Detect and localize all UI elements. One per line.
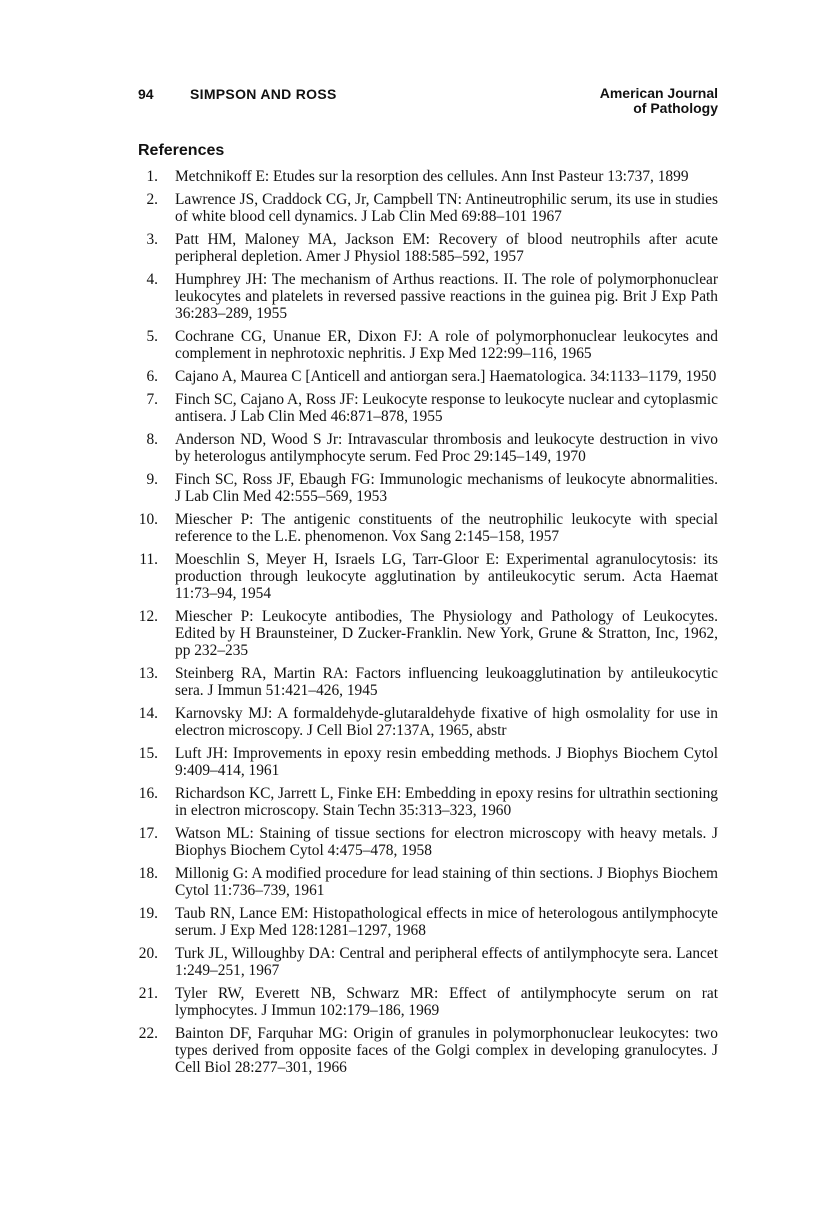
reference-number: 3. — [146, 231, 158, 248]
reference-number: 6. — [146, 368, 158, 385]
reference-item — [138, 905, 718, 939]
page-header — [138, 86, 718, 120]
reference-text: Turk JL, Willoughby DA: Central and peripheral effects of antilymphocyte sera. Lancet 1:249–251, 1967 — [175, 945, 718, 979]
reference-item — [138, 431, 718, 465]
reference-item — [138, 391, 718, 425]
reference-item — [138, 985, 718, 1019]
journal-name-line-1: American Journal — [599, 85, 718, 101]
reference-item — [138, 168, 718, 185]
reference-number: 1. — [146, 168, 158, 185]
running-head-authors: SIMPSON AND ROSS — [190, 86, 337, 102]
reference-text: Finch SC, Ross JF, Ebaugh FG: Immunologic mechanisms of leukocyte abnormalities. J Lab Clin Med 42:555–569, 1953 — [175, 471, 718, 505]
reference-item — [138, 471, 718, 505]
reference-text: Watson ML: Staining of tissue sections for electron microscopy with heavy metals. J Biophys Biochem Cytol 4:475–478, 1958 — [175, 825, 718, 859]
reference-item — [138, 705, 718, 739]
reference-text: Anderson ND, Wood S Jr: Intravascular thrombosis and leukocyte destruction in vivo by heterologus antilymphocyte serum. Fed Proc 29:145–149, 1970 — [175, 431, 718, 465]
reference-text: Miescher P: The antigenic constituents of the neutrophilic leukocyte with special reference to the L.E. phenomenon. Vox Sang 2:145–158, 1957 — [175, 511, 718, 545]
reference-number: 4. — [146, 271, 158, 288]
reference-text: Finch SC, Cajano A, Ross JF: Leukocyte response to leukocyte nuclear and cytoplasmic antisera. J Lab Clin Med 46:871–878, 1955 — [175, 391, 718, 425]
reference-number: 15. — [138, 745, 158, 762]
reference-item — [138, 745, 718, 779]
reference-text: Tyler RW, Everett NB, Schwarz MR: Effect of antilymphocyte serum on rat lymphocytes. J Immun 102:179–186, 1969 — [175, 985, 718, 1019]
reference-number: 21. — [138, 985, 158, 1002]
reference-text: Steinberg RA, Martin RA: Factors influencing leukoagglutination by antileukocytic sera. J Immun 51:421–426, 1945 — [175, 665, 718, 699]
reference-number: 10. — [138, 511, 158, 528]
reference-item — [138, 825, 718, 859]
reference-number: 7. — [146, 391, 158, 408]
reference-item — [138, 1025, 718, 1076]
reference-text: Richardson KC, Jarrett L, Finke EH: Embedding in epoxy resins for ultrathin sectioning in electron microscopy. Stain Techn 35:313–323, 1960 — [175, 785, 718, 819]
reference-number: 18. — [138, 865, 158, 882]
reference-number: 22. — [138, 1025, 158, 1042]
reference-text: Miescher P: Leukocyte antibodies, The Physiology and Pathology of Leukocytes. Edited by H Braunsteiner, D Zucker-Franklin. New York, Grune & Stratton, Inc, 1962, pp 232–235 — [175, 608, 718, 659]
reference-number: 8. — [146, 431, 158, 448]
reference-number: 9. — [146, 471, 158, 488]
reference-number: 11. — [139, 551, 158, 568]
reference-item — [138, 865, 718, 899]
reference-item — [138, 231, 718, 265]
reference-item — [138, 271, 718, 322]
journal-name — [600, 86, 718, 116]
reference-text: Luft JH: Improvements in epoxy resin embedding methods. J Biophys Biochem Cytol 9:409–414, 1961 — [175, 745, 718, 779]
references-list — [138, 168, 718, 1082]
reference-number: 14. — [138, 705, 158, 722]
reference-item — [138, 945, 718, 979]
reference-item — [138, 785, 718, 819]
reference-text: Cochrane CG, Unanue ER, Dixon FJ: A role of polymorphonuclear leukocytes and complement in nephrotoxic nephritis. J Exp Med 122:99–116, 1965 — [175, 328, 718, 362]
reference-text: Millonig G: A modified procedure for lead staining of thin sections. J Biophys Biochem Cytol 11:736–739, 1961 — [175, 865, 718, 899]
reference-item — [138, 551, 718, 602]
reference-text: Taub RN, Lance EM: Histopathological effects in mice of heterologous antilymphocyte serum. J Exp Med 128:1281–1297, 1968 — [175, 905, 718, 939]
reference-text: Cajano A, Maurea C [Anticell and antiorgan sera.] Haematologica. 34:1133–1179, 1950 — [175, 368, 717, 385]
journal-name-line-2: of Pathology — [633, 100, 718, 116]
reference-text: Humphrey JH: The mechanism of Arthus reactions. II. The role of polymorphonuclear leukocytes and platelets in reversed passive reactions in the guinea pig. Brit J Exp Path 36:283–289, 1955 — [175, 271, 718, 322]
reference-number: 12. — [138, 608, 158, 625]
references-heading: References — [138, 142, 225, 159]
reference-text: Bainton DF, Farquhar MG: Origin of granules in polymorphonuclear leukocytes: two types derived from opposite faces of the Golgi complex in developing granulocytes. J Cell Biol 28:277–301, 1966 — [175, 1025, 718, 1076]
reference-item — [138, 608, 718, 659]
reference-number: 16. — [138, 785, 158, 802]
reference-item — [138, 665, 718, 699]
reference-number: 17. — [138, 825, 158, 842]
reference-text: Lawrence JS, Craddock CG, Jr, Campbell TN: Antineutrophilic serum, its use in studies of white blood cell dynamics. J Lab Clin Med 69:88–101 1967 — [175, 191, 718, 225]
reference-item — [138, 368, 718, 385]
page-number: 94 — [138, 86, 154, 102]
reference-text: Moeschlin S, Meyer H, Israels LG, Tarr-Gloor E: Experimental agranulocytosis: its production through leukocyte agglutination by antileukocytic serum. Acta Haemat 11:73–94, 1954 — [175, 551, 718, 602]
reference-text: Karnovsky MJ: A formaldehyde-glutaraldehyde fixative of high osmolality for use in electron microscopy. J Cell Biol 27:137A, 1965, abstr — [175, 705, 718, 739]
reference-number: 19. — [138, 905, 158, 922]
reference-number: 20. — [138, 945, 158, 962]
reference-text: Patt HM, Maloney MA, Jackson EM: Recovery of blood neutrophils after acute peripheral depletion. Amer J Physiol 188:585–592, 1957 — [175, 231, 718, 265]
reference-text: Metchnikoff E: Etudes sur la resorption des cellules. Ann Inst Pasteur 13:737, 1899 — [175, 168, 689, 185]
reference-number: 5. — [146, 328, 158, 345]
reference-number: 2. — [146, 191, 158, 208]
reference-item — [138, 511, 718, 545]
reference-item — [138, 191, 718, 225]
reference-number: 13. — [138, 665, 158, 682]
reference-item — [138, 328, 718, 362]
